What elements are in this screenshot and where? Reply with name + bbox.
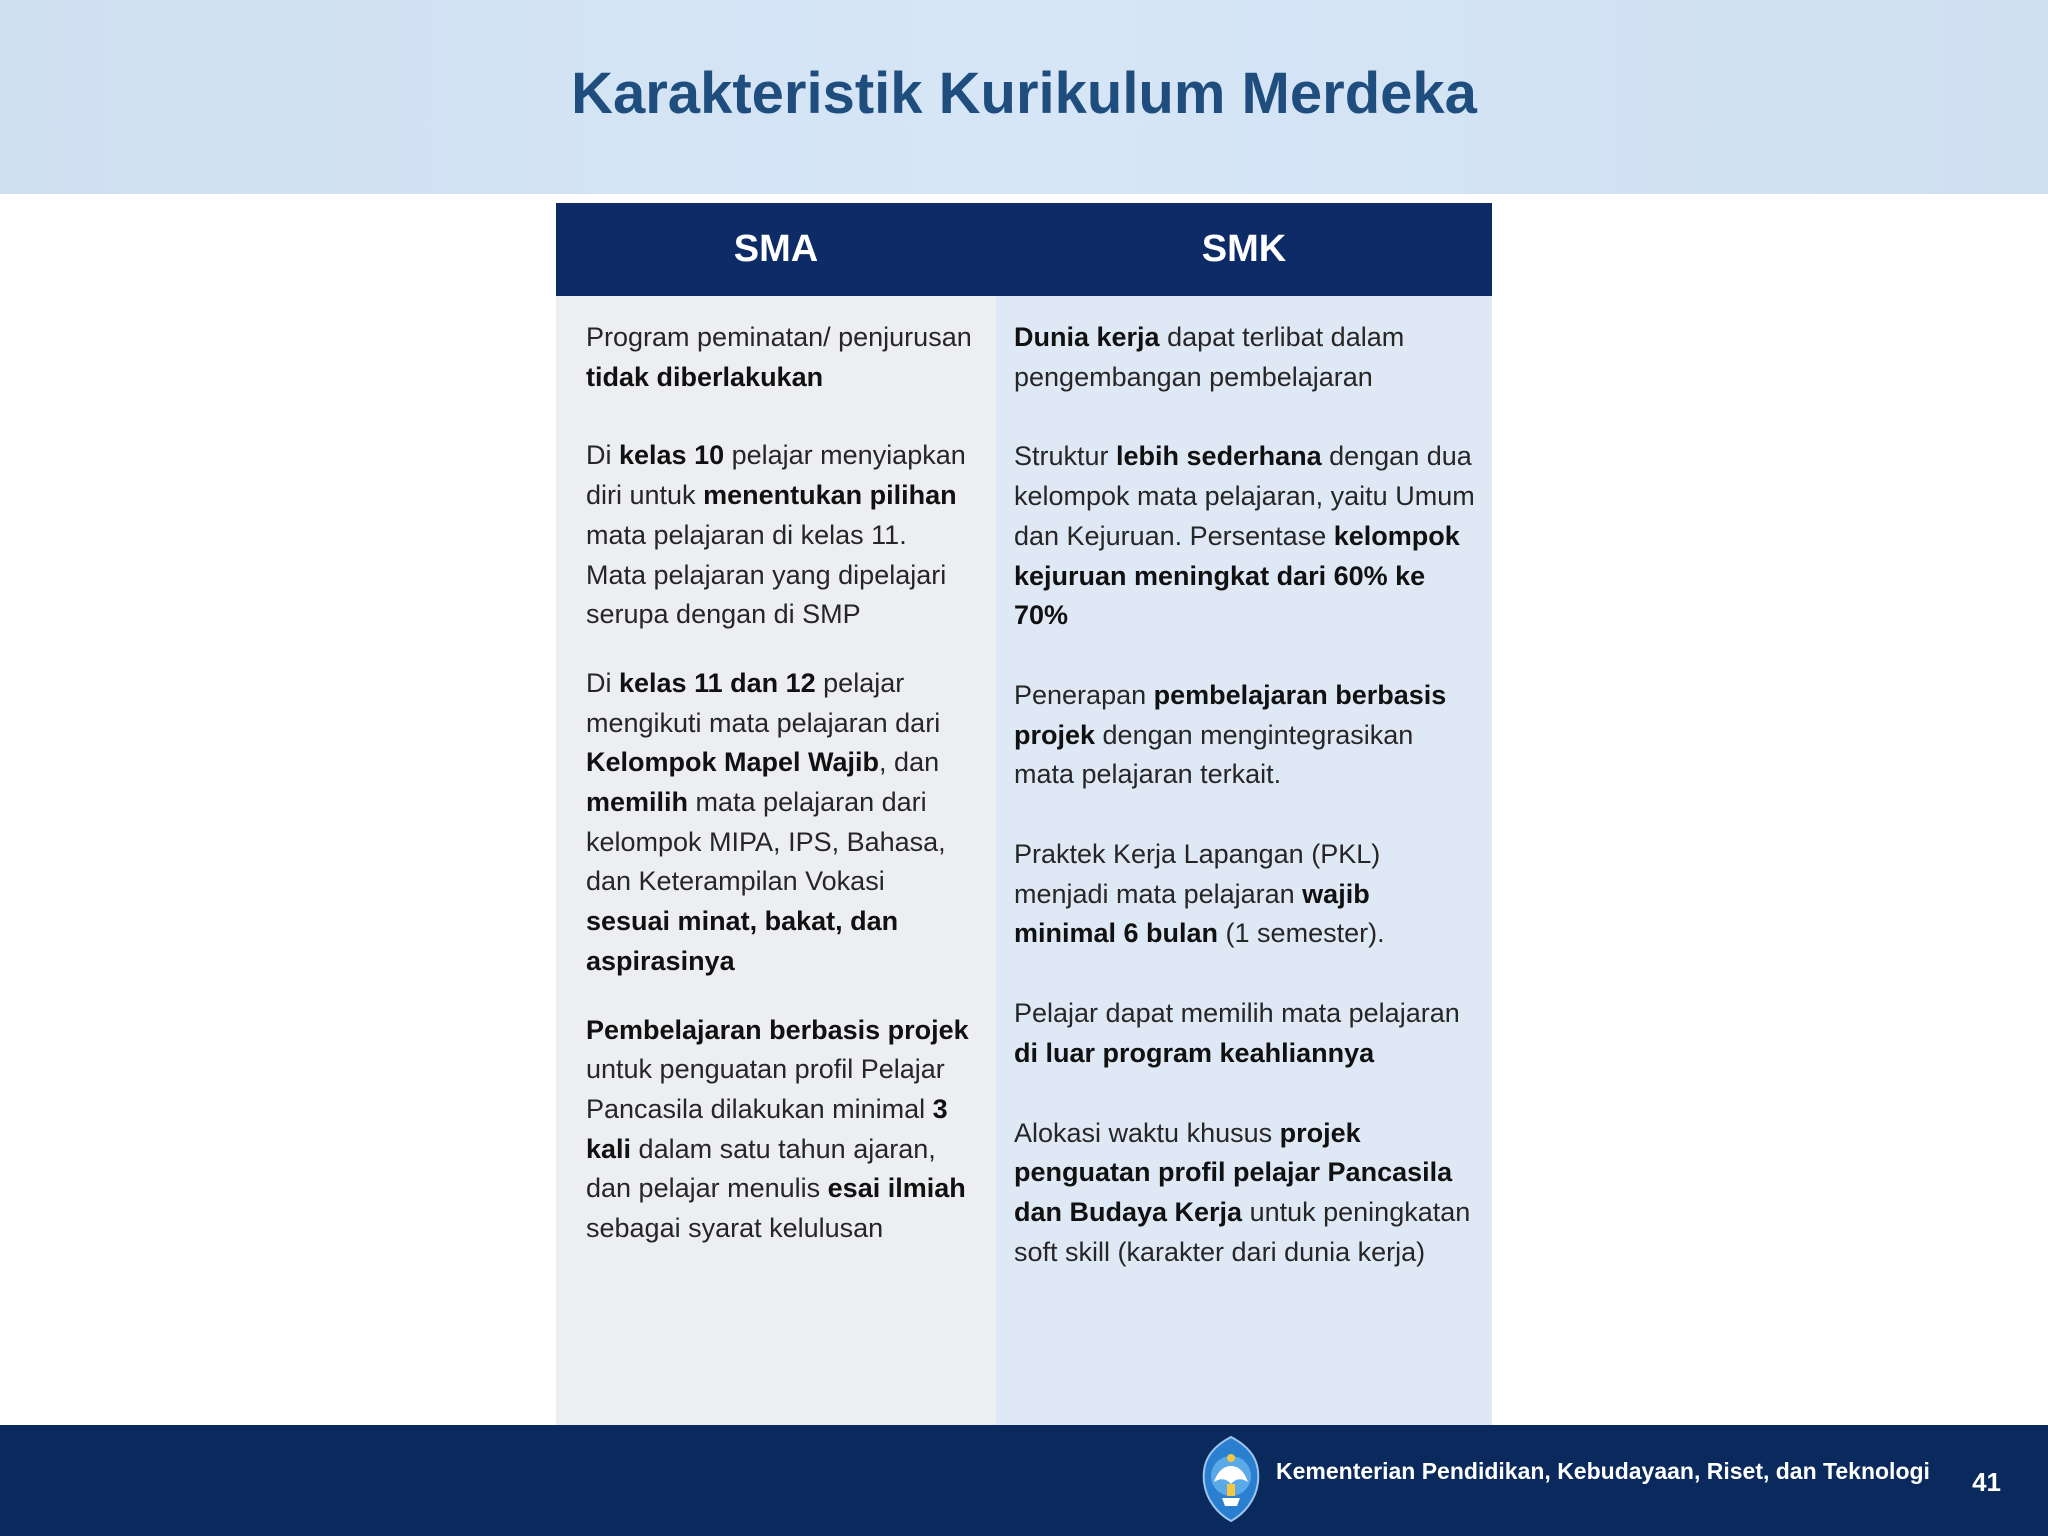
smk-point: Pelajar dapat memilih mata pelajaran di luar program keahliannya bbox=[1014, 998, 1460, 1068]
comparison-table bbox=[556, 203, 1492, 1425]
smk-point: Praktek Kerja Lapangan (PKL) menjadi mata pelajaran wajib minimal 6 bulan (1 semester). bbox=[1014, 839, 1385, 949]
sma-point: Pembelajaran berbasis projek untuk penguatan profil Pelajar Pancasila dilakukan minimal 3 kali dalam satu tahun ajaran, dan pelajar menulis esai ilmiah sebagai syarat kelulusan bbox=[586, 1014, 969, 1244]
sma-point: Program peminatan/ penjurusan tidak diberlakukan bbox=[586, 322, 972, 392]
column-header-sma: SMA bbox=[556, 203, 996, 296]
tut-wuri-handayani-logo-icon bbox=[1196, 1434, 1266, 1524]
ministry-name: Kementerian Pendidikan, Kebudayaan, Riset, dan Teknologi bbox=[1276, 1458, 1930, 1484]
smk-point: Penerapan pembelajaran berbasis projek dengan mengintegrasikan mata pelajaran terkait. bbox=[1014, 679, 1447, 790]
column-header-smk: SMK bbox=[996, 203, 1492, 296]
smk-point: Alokasi waktu khusus projek penguatan profil pelajar Pancasila dan Budaya Kerja untuk peningkatan soft skill (karakter dari dunia kerja) bbox=[1014, 1117, 1471, 1267]
sma-point: Di kelas 11 dan 12 pelajar mengikuti mata pelajaran dari Kelompok Mapel Wajib, dan memilih mata pelajaran dari kelompok MIPA, IPS, Bahasa, dan Keterampilan Vokasi sesuai minat, bakat, dan aspirasinya bbox=[586, 667, 946, 976]
slide-title: Karakteristik Kurikulum Merdeka bbox=[571, 61, 1477, 126]
smk-column bbox=[996, 296, 1492, 1425]
smk-point: Struktur lebih sederhana dengan dua kelompok mata pelajaran, yaitu Umum dan Kejuruan. Persentase kelompok kejuruan meningkat dari 60% ke 70% bbox=[1014, 441, 1475, 631]
sma-column bbox=[556, 296, 996, 1425]
page-number: 41 bbox=[1972, 1467, 2001, 1497]
sma-point: Di kelas 10 pelajar menyiapkan diri untuk menentukan pilihan mata pelajaran di kelas 11. Mata pelajaran yang dipelajari serupa dengan di SMP bbox=[586, 440, 966, 630]
smk-point: Dunia kerja dapat terlibat dalam pengembangan pembelajaran bbox=[1014, 322, 1405, 392]
